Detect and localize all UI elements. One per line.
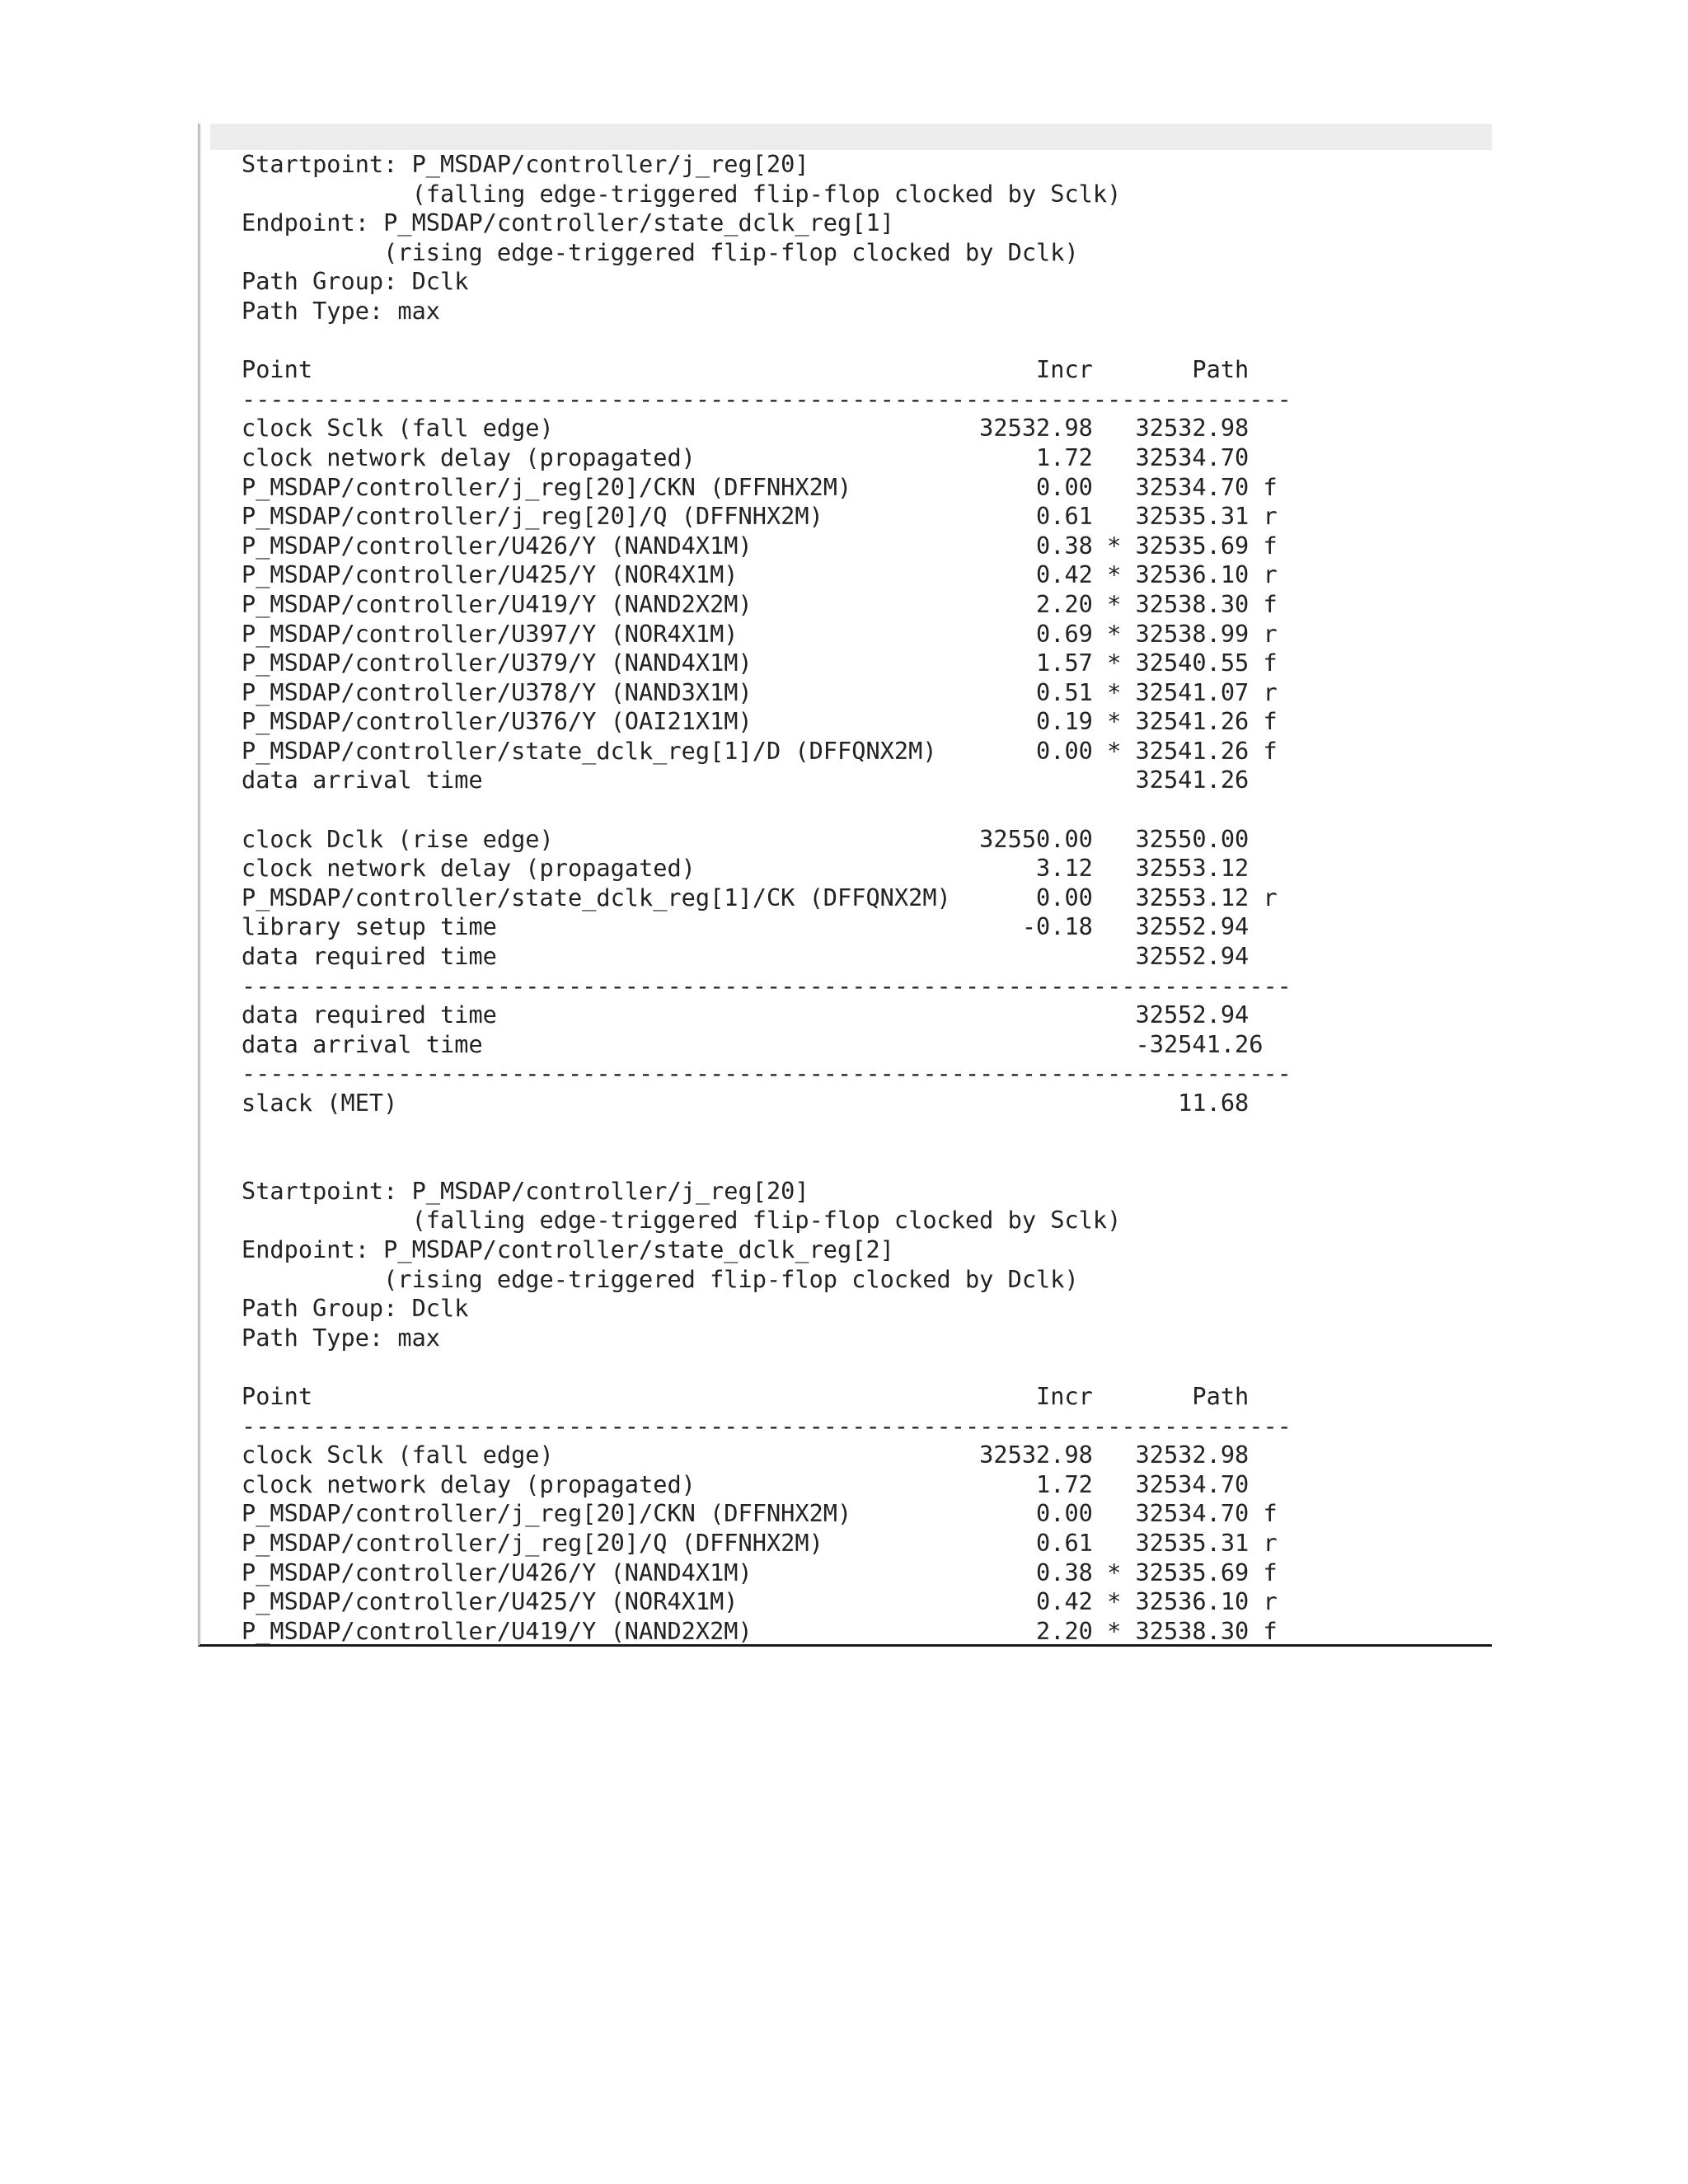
report-line: data arrival time 32541.26	[241, 766, 1250, 794]
report-line: P_MSDAP/controller/U425/Y (NOR4X1M) 0.42 * 32536.10 r	[241, 560, 1278, 589]
report-line: (falling edge-triggered flip-flop clocked by Sclk)	[241, 179, 1122, 208]
report-line: P_MSDAP/controller/U378/Y (NAND3X1M) 0.51 * 32541.07 r	[241, 677, 1278, 706]
report-line: --------------------------------------------------------------------------	[241, 1059, 1292, 1088]
report-line: --------------------------------------------------------------------------	[241, 384, 1292, 413]
report-line: P_MSDAP/controller/U379/Y (NAND4X1M) 1.57 * 32540.55 f	[241, 649, 1278, 677]
window-header-bar	[210, 124, 1492, 150]
report-line: Startpoint: P_MSDAP/controller/j_reg[20]	[241, 150, 809, 178]
report-line: clock Dclk (rise edge) 32550.00 32550.00	[241, 824, 1250, 853]
report-line: clock network delay (propagated) 1.72 32534.70	[241, 1469, 1250, 1498]
report-line: data required time 32552.94	[241, 1001, 1250, 1029]
report-line: --------------------------------------------------------------------------	[241, 1411, 1292, 1440]
report-line: clock network delay (propagated) 3.12 32553.12	[241, 854, 1250, 883]
report-line: P_MSDAP/controller/U425/Y (NOR4X1M) 0.42 * 32536.10 r	[241, 1587, 1278, 1616]
report-line: P_MSDAP/controller/U426/Y (NAND4X1M) 0.38 * 32535.69 f	[241, 531, 1278, 560]
report-line: P_MSDAP/controller/j_reg[20]/Q (DFFNHX2M) 0.61 32535.31 r	[241, 502, 1278, 531]
report-line: clock Sclk (fall edge) 32532.98 32532.98	[241, 1441, 1250, 1469]
report-line: Path Group: Dclk	[241, 267, 469, 296]
report-line: P_MSDAP/controller/state_dclk_reg[1]/CK (DFFQNX2M) 0.00 32553.12 r	[241, 883, 1278, 912]
report-line: P_MSDAP/controller/U419/Y (NAND2X2M) 2.20 * 32538.30 f	[241, 589, 1278, 618]
report-line	[241, 326, 1292, 356]
report-line: data required time 32552.94	[241, 942, 1250, 971]
report-line: Path Type: max	[241, 1323, 441, 1352]
report-line: Endpoint: P_MSDAP/controller/state_dclk_reg[2]	[241, 1235, 894, 1263]
report-line	[241, 1352, 1292, 1382]
report-line: library setup time -0.18 32552.94	[241, 912, 1250, 941]
report-line: P_MSDAP/controller/state_dclk_reg[1]/D (DFFQNX2M) 0.00 * 32541.26 f	[241, 736, 1278, 765]
report-line: Startpoint: P_MSDAP/controller/j_reg[20]	[241, 1176, 809, 1205]
report-line: Path Group: Dclk	[241, 1294, 469, 1323]
report-line: clock network delay (propagated) 1.72 32534.70	[241, 443, 1250, 471]
report-line: P_MSDAP/controller/U419/Y (NAND2X2M) 2.20 * 32538.30 f	[241, 1616, 1278, 1645]
report-line: P_MSDAP/controller/j_reg[20]/CKN (DFFNHX2M) 0.00 32534.70 f	[241, 1499, 1278, 1528]
report-line	[241, 795, 1292, 825]
report-line: data arrival time -32541.26	[241, 1029, 1264, 1058]
timing-report-text	[241, 150, 1292, 1646]
report-line	[241, 1147, 1292, 1177]
report-line: --------------------------------------------------------------------------	[241, 971, 1292, 1000]
report-line: (rising edge-triggered flip-flop clocked by Dclk)	[241, 1264, 1079, 1293]
report-line: Point Incr Path	[241, 1381, 1250, 1410]
report-line: (rising edge-triggered flip-flop clocked by Dclk)	[241, 237, 1079, 266]
report-line: P_MSDAP/controller/U397/Y (NOR4X1M) 0.69 * 32538.99 r	[241, 619, 1278, 648]
report-line: Path Type: max	[241, 296, 441, 325]
report-line: P_MSDAP/controller/U426/Y (NAND4X1M) 0.38 * 32535.69 f	[241, 1558, 1278, 1586]
report-line: P_MSDAP/controller/U376/Y (OAI21X1M) 0.19 * 32541.26 f	[241, 707, 1278, 736]
report-line: slack (MET) 11.68	[241, 1089, 1250, 1117]
report-line	[241, 1118, 1292, 1148]
report-line: (falling edge-triggered flip-flop clocked by Sclk)	[241, 1206, 1122, 1235]
report-line: Point Incr Path	[241, 355, 1250, 384]
timing-report-window	[198, 124, 1492, 1647]
report-line: P_MSDAP/controller/j_reg[20]/Q (DFFNHX2M) 0.61 32535.31 r	[241, 1528, 1278, 1557]
report-line: Endpoint: P_MSDAP/controller/state_dclk_reg[1]	[241, 209, 894, 237]
report-line: clock Sclk (fall edge) 32532.98 32532.98	[241, 414, 1250, 443]
report-line: P_MSDAP/controller/j_reg[20]/CKN (DFFNHX2M) 0.00 32534.70 f	[241, 472, 1278, 501]
